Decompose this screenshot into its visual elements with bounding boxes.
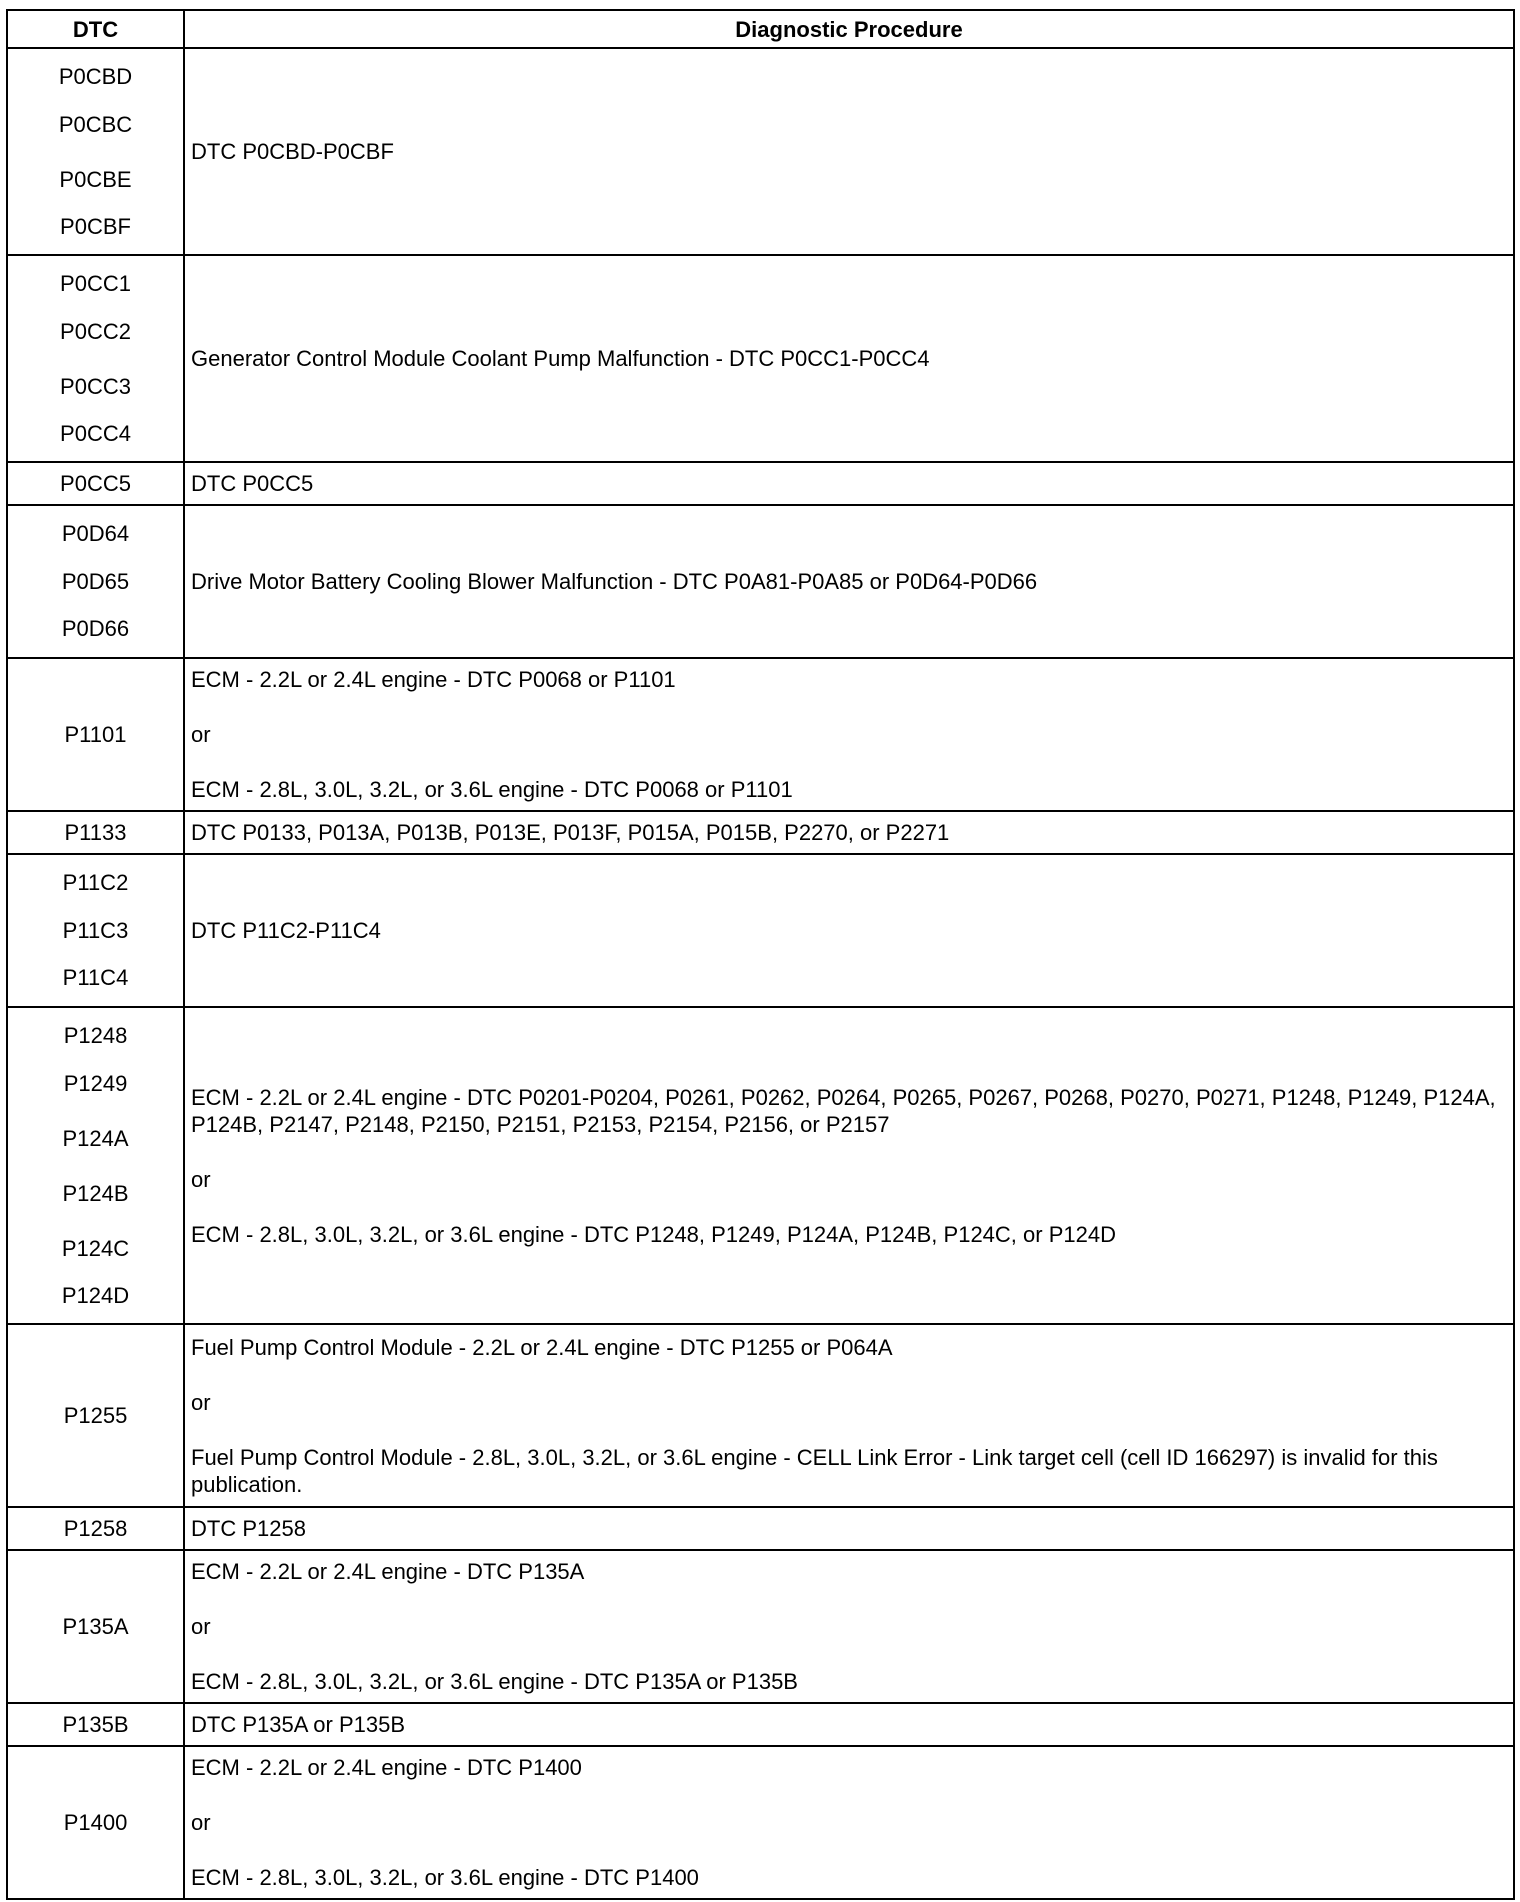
dtc-code-cell bbox=[7, 1007, 184, 1324]
procedure-or-separator: or bbox=[191, 722, 211, 747]
dtc-code: P0CBE bbox=[59, 166, 132, 192]
procedure-text: DTC P0133, P013A, P013B, P013E, P013F, P015A, P015B, P2270, or P2271 bbox=[191, 820, 950, 845]
procedure-cell bbox=[184, 255, 1514, 462]
dtc-code: P1400 bbox=[63, 1809, 128, 1835]
table-row bbox=[7, 505, 1514, 658]
dtc-code-cell bbox=[7, 462, 184, 505]
dtc-code: P0CC3 bbox=[60, 373, 131, 399]
procedure-text: DTC P135A or P135B bbox=[191, 1712, 406, 1737]
table-row bbox=[7, 48, 1514, 255]
dtc-code: P124C bbox=[61, 1235, 130, 1261]
dtc-code-cell bbox=[7, 1703, 184, 1746]
procedure-text: Generator Control Module Coolant Pump Malfunction - DTC P0CC1-P0CC4 bbox=[191, 346, 930, 371]
dtc-code: P135B bbox=[62, 1711, 129, 1737]
dtc-code: P0CC1 bbox=[60, 270, 131, 296]
procedure-text: ECM - 2.8L, 3.0L, 3.2L, or 3.6L engine - DTC P1400 bbox=[191, 1865, 699, 1890]
dtc-code-cell bbox=[7, 1746, 184, 1899]
dtc-code-cell bbox=[7, 1550, 184, 1703]
procedure-text: DTC P0CBD-P0CBF bbox=[191, 139, 394, 164]
dtc-code: P0CC2 bbox=[60, 318, 131, 344]
procedure-text: DTC P1258 bbox=[191, 1516, 306, 1541]
procedure-cell bbox=[184, 811, 1514, 854]
dtc-code-cell bbox=[7, 1324, 184, 1507]
dtc-code: P0D64 bbox=[61, 521, 130, 546]
dtc-code: P1133 bbox=[64, 819, 127, 845]
table-row bbox=[7, 1324, 1514, 1507]
dtc-code: P1249 bbox=[63, 1070, 128, 1096]
dtc-code-cell bbox=[7, 811, 184, 854]
dtc-code-cell bbox=[7, 255, 184, 462]
dtc-code: P124D bbox=[61, 1282, 130, 1308]
dtc-code: P0CBC bbox=[58, 111, 133, 137]
procedure-or-separator: or bbox=[191, 1389, 211, 1415]
dtc-code: P0D65 bbox=[61, 569, 130, 594]
procedure-cell bbox=[184, 1550, 1514, 1703]
dtc-column-header: DTC bbox=[7, 10, 184, 48]
procedure-cell bbox=[184, 505, 1514, 658]
procedure-text: ECM - 2.2L or 2.4L engine - DTC P0201-P0204, P0261, P0262, P0264, P0265, P0267, P0268, P0270, P0271, P1248, P1249, P124A, P124B, P2147, P2148, P2150, P2151, P2153, P2154, P2156, or P2157 bbox=[191, 1084, 1496, 1137]
procedure-cell bbox=[184, 1703, 1514, 1746]
procedure-text: ECM - 2.8L, 3.0L, 3.2L, or 3.6L engine - DTC P1248, P1249, P124A, P124B, P124C, or P124D bbox=[191, 1221, 1116, 1247]
dtc-code: P0CC5 bbox=[60, 470, 131, 496]
table-body bbox=[7, 48, 1514, 1899]
table-row bbox=[7, 658, 1514, 811]
procedure-text: ECM - 2.8L, 3.0L, 3.2L, or 3.6L engine - DTC P0068 or P1101 bbox=[191, 777, 793, 802]
procedure-cell bbox=[184, 1746, 1514, 1899]
table-row bbox=[7, 255, 1514, 462]
dtc-code: P135A bbox=[62, 1613, 129, 1639]
procedure-text: ECM - 2.2L or 2.4L engine - DTC P0068 or P1101 bbox=[191, 667, 676, 692]
dtc-code-cell bbox=[7, 505, 184, 658]
procedure-cell bbox=[184, 1507, 1514, 1550]
procedure-cell bbox=[184, 48, 1514, 255]
table-row bbox=[7, 1550, 1514, 1703]
dtc-code-cell bbox=[7, 854, 184, 1007]
procedure-column-header: Diagnostic Procedure bbox=[184, 10, 1514, 48]
procedure-text: Fuel Pump Control Module - 2.2L or 2.4L engine - DTC P1255 or P064A bbox=[191, 1334, 893, 1360]
procedure-text: ECM - 2.2L or 2.4L engine - DTC P135A bbox=[191, 1559, 585, 1584]
procedure-cell bbox=[184, 462, 1514, 505]
dtc-code: P11C3 bbox=[62, 918, 129, 943]
procedure-or-separator: or bbox=[191, 1166, 211, 1192]
dtc-code: P0CC4 bbox=[60, 420, 131, 446]
dtc-code: P11C4 bbox=[62, 965, 129, 990]
table-header-row bbox=[7, 10, 1514, 48]
dtc-code: P1101 bbox=[64, 721, 127, 747]
procedure-text: ECM - 2.8L, 3.0L, 3.2L, or 3.6L engine - DTC P135A or P135B bbox=[191, 1669, 798, 1694]
dtc-code: P1255 bbox=[63, 1402, 128, 1428]
procedure-text: DTC P0CC5 bbox=[191, 471, 314, 496]
dtc-code: P124A bbox=[62, 1125, 129, 1151]
procedure-cell bbox=[184, 1324, 1514, 1507]
table-row bbox=[7, 1507, 1514, 1550]
dtc-code: P1258 bbox=[63, 1515, 128, 1541]
table-row bbox=[7, 462, 1514, 505]
procedure-text: Fuel Pump Control Module - 2.8L, 3.0L, 3.2L, or 3.6L engine - CELL Link Error - Link target cell (cell ID 166297) is invalid for this publication. bbox=[191, 1444, 1438, 1497]
table-row bbox=[7, 1703, 1514, 1746]
dtc-table bbox=[6, 9, 1515, 1900]
dtc-code: P0D66 bbox=[61, 616, 130, 641]
procedure-text: ECM - 2.2L or 2.4L engine - DTC P1400 bbox=[191, 1755, 582, 1780]
table-row bbox=[7, 1007, 1514, 1324]
dtc-code-cell bbox=[7, 1507, 184, 1550]
procedure-or-separator: or bbox=[191, 1810, 211, 1835]
table-row bbox=[7, 1746, 1514, 1899]
procedure-text: Drive Motor Battery Cooling Blower Malfunction - DTC P0A81-P0A85 or P0D64-P0D66 bbox=[191, 569, 1038, 594]
procedure-cell bbox=[184, 854, 1514, 1007]
table-row bbox=[7, 811, 1514, 854]
procedure-cell bbox=[184, 658, 1514, 811]
dtc-code: P11C2 bbox=[62, 870, 129, 895]
dtc-code: P0CBD bbox=[58, 63, 133, 89]
procedure-or-separator: or bbox=[191, 1614, 211, 1639]
dtc-code: P0CBF bbox=[60, 213, 131, 239]
dtc-code-cell bbox=[7, 658, 184, 811]
procedure-cell bbox=[184, 1007, 1514, 1324]
procedure-text: DTC P11C2-P11C4 bbox=[191, 918, 381, 943]
dtc-code: P1248 bbox=[63, 1022, 128, 1048]
dtc-procedure-sheet bbox=[6, 9, 1513, 1897]
dtc-code: P124B bbox=[62, 1180, 129, 1206]
table-row bbox=[7, 854, 1514, 1007]
dtc-code-cell bbox=[7, 48, 184, 255]
